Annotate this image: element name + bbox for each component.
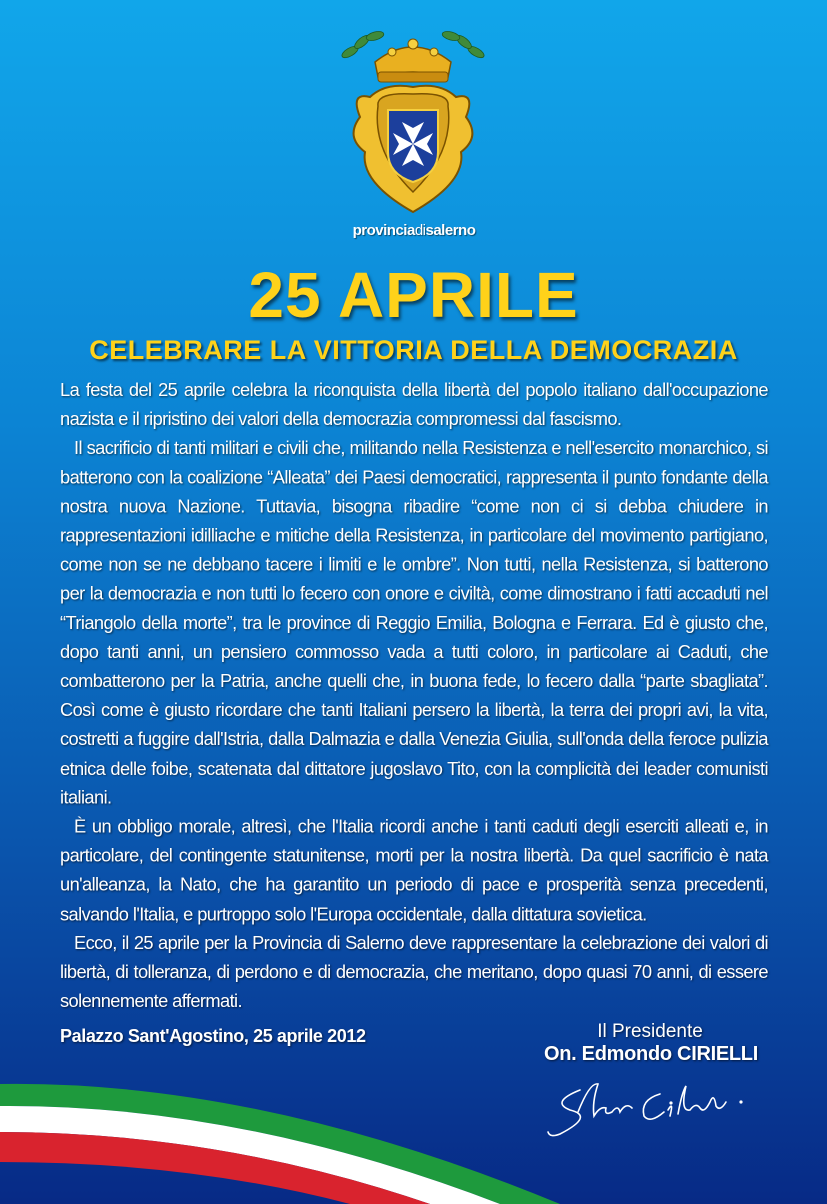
coat-of-arms-icon	[330, 22, 496, 222]
signatory-name: On. Edmondo CIRIELLI	[544, 1043, 758, 1065]
paragraph-2: Il sacrificio di tanti militari e civili che, militando nella Resistenza e nell'esercito monarchico, si batterono con la coalizione “Alleata” dei Paesi democratici, rappresenta il punto fondante della nostra nuova Nazione. Tuttavia, bisogna ribadire “come non ci si debba chiudere in rappresentazioni idilliache e mitiche della Resistenza, in particolare del movimento partigiano, come non se ne debbano tacere i limiti e le ombre”. Non tutti, nella Resistenza, si batterono per la democrazia e non tutti lo fecero con onore e civiltà, come dimostrano i fatti accaduti nel “Triangolo della morte”, tra le province di Reggio Emilia, Bologna e Ferrara. Ed è giusto che, dopo tanti anni, un pensiero commosso vada a tutti coloro, in particolare ai Caduti, che combatterono per la Patria, anche quelli che, in buona fede, lo fecero dalla “parte sbagliata”. Così come è giusto ricordare che tanti Italiani persero la libertà, la terra dei propri avi, la vita, costretti a fuggire dall'Istria, dalla Dalmazia e dalla Venezia Giulia, sull'onda della feroce pulizia etnica delle foibe, scatenata dal dittatore jugoslavo Tito, con la complicità dei leader comunisti italiani.	[60, 437, 768, 808]
signatory-role: Il Presidente	[597, 1021, 703, 1042]
page-title: 25 APRILE	[248, 259, 579, 331]
brand-wordmark	[300, 222, 528, 239]
page-subtitle: CELEBRARE LA VITTORIA DELLA DEMOCRAZIA	[89, 335, 738, 365]
paragraph-3: È un obbligo morale, altresì, che l'Italia ricordi anche i tanti caduti degli eserciti alleati e, in particolare, del contingente statunitense, morti per la nostra libertà. Da quel sacrificio è nata un'alleanza, la Nato, che ha garantito un periodo di pace e prosperità senza precedenti, salvando l'Italia, e purtroppo solo l'Europa occidentale, dalla dittatura sovietica.	[60, 815, 768, 924]
brand-part-1: provincia	[352, 222, 415, 239]
place-date: Palazzo Sant'Agostino, 25 aprile 2012	[60, 1026, 366, 1046]
brand-part-3: salerno	[425, 222, 476, 239]
paragraph-4: Ecco, il 25 aprile per la Provincia di Salerno deve rappresentare la celebrazione dei valori di libertà, di tolleranza, di perdono e di democrazia, che meritano, dopo quasi 70 anni, di essere solennemente affermati.	[60, 932, 768, 1012]
handwritten-signature-icon	[540, 1072, 760, 1142]
brand-part-2: di	[414, 222, 426, 239]
body-text	[60, 375, 768, 1015]
paragraph-1: La festa del 25 aprile celebra la riconquista della libertà del popolo italiano dall'occupazione nazista e il ripristino dei valori della democrazia compromessi dal fascismo.	[60, 378, 768, 430]
